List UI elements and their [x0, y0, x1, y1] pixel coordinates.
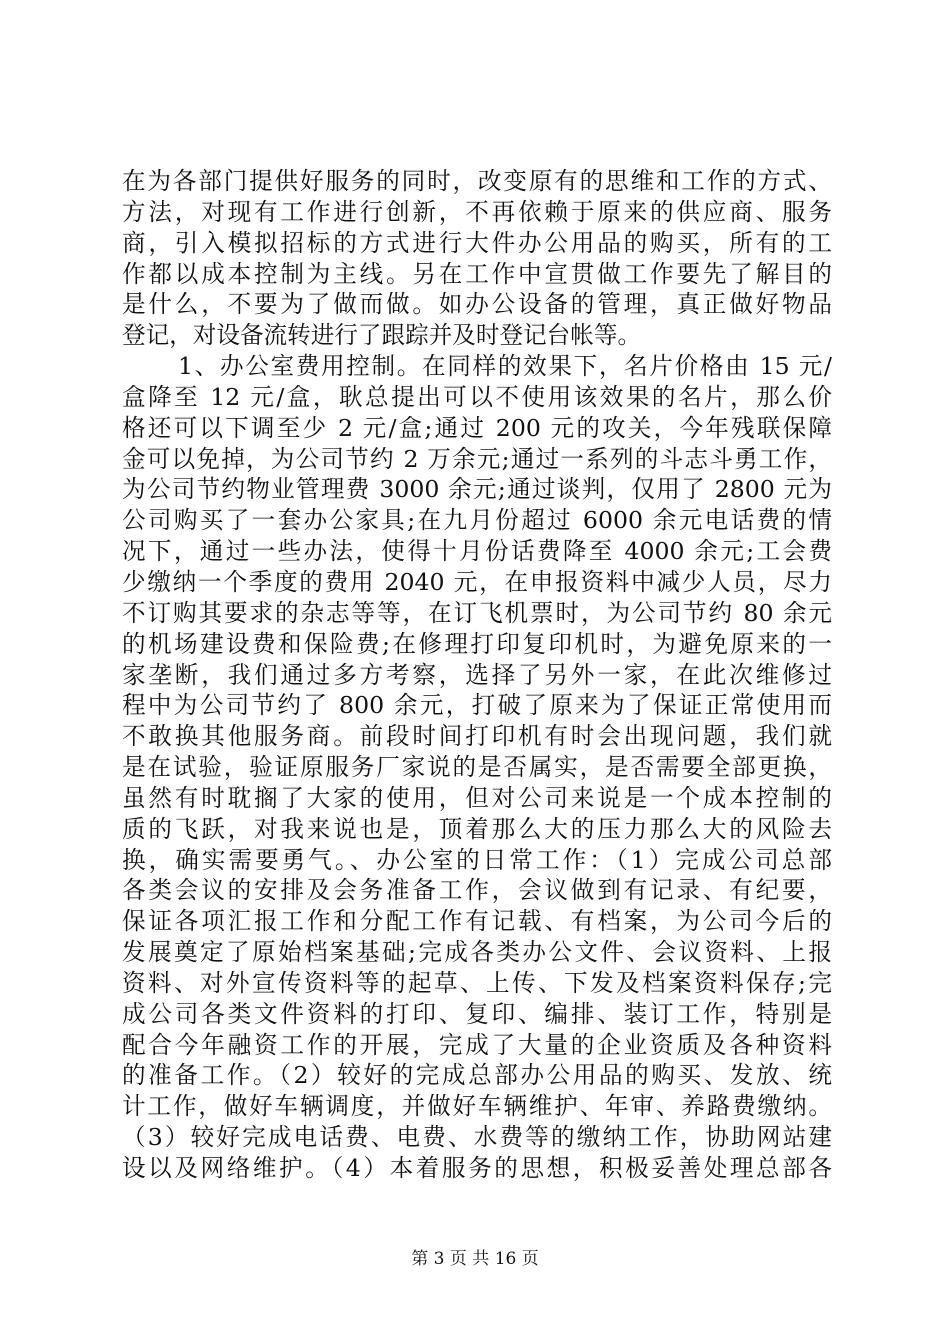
paragraph-1 [122, 166, 832, 351]
text-line: 方法，对现有工作进行创新，不再依赖于原来的供应商、服务 [122, 197, 832, 226]
paragraph-2 [122, 351, 832, 1184]
text-line: 是在试验，验证原服务厂家说的是否属实，是否需要全部更换， [122, 753, 832, 782]
text-line: 设以及网络维护。（4）本着服务的思想，积极妥善处理总部各 [122, 1154, 832, 1182]
text-line: 是什么，不要为了做而做。如办公设备的管理，真正做好物品 [122, 290, 832, 319]
text-line: 程中为公司节约了 800 余元，打破了原来为了保证正常使用而 [122, 691, 832, 720]
text-line: 成公司各类文件资料的打印、复印、编排、装订工作，特别是 [122, 999, 832, 1028]
text-line: 计工作，做好车辆调度，并做好车辆维护、年审、养路费缴纳。 [122, 1092, 832, 1121]
text-line: 公司购买了一套办公家具;在九月份超过 6000 余元电话费的情 [122, 506, 832, 535]
text-line: 换，确实需要勇气。、办公室的日常工作：（1）完成公司总部 [122, 845, 832, 874]
text-line: 商，引入模拟招标的方式进行大件办公用品的购买，所有的工 [122, 228, 832, 257]
text-line: （3）较好完成电话费、电费、水费等的缴纳工作，协助网站建 [122, 1123, 832, 1152]
text-line: 少缴纳一个季度的费用 2040 元，在申报资料中减少人员，尽力 [122, 567, 832, 596]
text-line: 为公司节约物业管理费 3000 余元;通过谈判，仅用了 2800 元为 [122, 475, 832, 504]
text-line: 资料、对外宣传资料等的起草、上传、下发及档案资料保存;完 [122, 968, 832, 997]
text-line: 不订购其要求的杂志等等，在订飞机票时，为公司节约 80 余元 [122, 598, 832, 627]
text-line: 保证各项汇报工作和分配工作有记载、有档案，为公司今后的 [122, 907, 832, 936]
text-line: 在为各部门提供好服务的同时，改变原有的思维和工作的方式、 [122, 167, 832, 195]
text-line: 质的飞跃，对我来说也是，顶着那么大的压力那么大的风险去 [122, 814, 832, 843]
text-line: 的机场建设费和保险费;在修理打印复印机时，为避免原来的一 [122, 629, 832, 658]
text-line: 虽然有时耽搁了大家的使用，但对公司来说是一个成本控制的 [122, 783, 832, 812]
text-line: 登记，对设备流转进行了跟踪并及时登记台帐等。 [122, 321, 642, 350]
text-line: 1、办公室费用控制。在同样的效果下，名片价格由 15 元/ [178, 352, 832, 381]
text-line: 格还可以下调至少 2 元/盒;通过 200 元的攻关，今年残联保障 [122, 413, 832, 442]
text-line: 的准备工作。（2）较好的完成总部办公用品的购买、发放、统 [122, 1061, 832, 1090]
text-line: 家垄断，我们通过多方考察，选择了另外一家，在此次维修过 [122, 660, 832, 689]
text-line: 盒降至 12 元/盒，耿总提出可以不使用该效果的名片，那么价 [122, 382, 832, 411]
text-line: 况下，通过一些办法，使得十月份话费降至 4000 余元;工会费 [122, 537, 832, 566]
text-line: 不敢换其他服务商。前段时间打印机有时会出现问题，我们就 [122, 722, 832, 751]
text-line: 发展奠定了原始档案基础;完成各类办公文件、会议资料、上报 [122, 938, 832, 967]
document-body [122, 166, 832, 1184]
page-number-footer: 第 3 页 共 16 页 [411, 1249, 539, 1269]
text-line: 各类会议的安排及会务准备工作，会议做到有记录、有纪要， [122, 876, 832, 905]
text-line: 作都以成本控制为主线。另在工作中宣贯做工作要先了解目的 [122, 259, 832, 288]
text-line: 金可以免掉，为公司节约 2 万余元;通过一系列的斗志斗勇工作， [122, 444, 832, 473]
text-line: 配合今年融资工作的开展，完成了大量的企业资质及各种资料 [122, 1030, 832, 1059]
